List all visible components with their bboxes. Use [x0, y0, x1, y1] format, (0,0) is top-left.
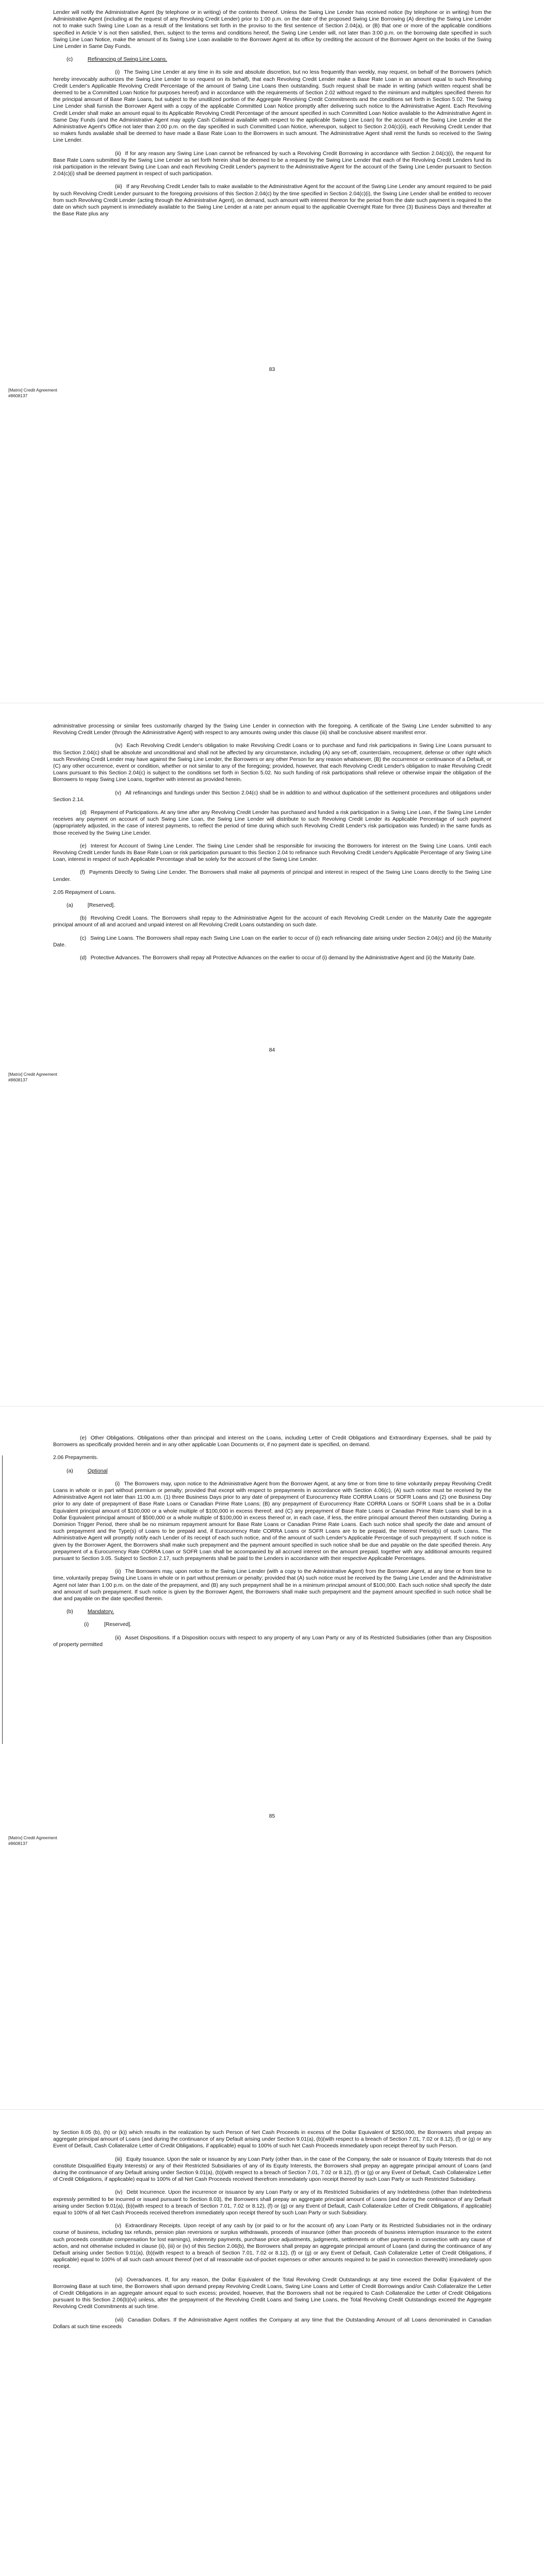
paragraph: [53, 1481, 491, 1562]
clause-label: (v): [115, 790, 122, 796]
paragraph: administrative processing or similar fees customarily charged by the Swing Line Lender in connection with the foregoing. A certificate of the Swing Line Lender submitted to any Revolving Credit Lender (through the Administrative Agent) with respect to any amounts owing under this clause (iii) shall be conclusive absent manifest error.: [53, 723, 491, 736]
section-heading: 2.05 Repayment of Loans.: [53, 889, 116, 895]
paragraph: [53, 1568, 491, 1602]
footer-doc-id: #8608137: [8, 393, 28, 398]
page-footer: [8, 1072, 57, 1082]
clause-label: (b): [80, 916, 87, 922]
clause-label: (v): [115, 2223, 122, 2229]
clause-text: All refinancings and fundings under this Section 2.04(c) shall be in addition to and without duplication of the settlement procedures and obligations under Section 2.14.: [53, 790, 491, 803]
section-label: (b): [67, 1609, 73, 1615]
clause-label: (vi): [115, 2277, 123, 2283]
clause-text: Interest for Account of Swing Line Lender. The Swing Line Lender shall be responsible for invoicing the Borrowers for interest on the Swing Line Loans. Until each Revolving Credit Lender funds its Base Rate Loan or risk participation pursuant to this Section 2.04 to refinance such Revolving Credit Lender's Applicable Percentage of any Swing Line Loan, interest in respect of such Applicable Percentage shall be solely for the account of the Swing Line Lender.: [53, 843, 491, 863]
page-84: [0, 703, 544, 1406]
clause-text: The Borrowers may, upon notice to the Swing Line Lender (with a copy to the Administrative Agent) from the Borrower Agent, at any time or from time to time, voluntarily prepay Swing Line Loans in whole or in part without premium or penalty; provided that (A) such notice must be received by the Swing Line Lender and the Administrative Agent not later than 1:00 p.m. on the date of the prepayment, and (B) any such prepayment shall be in a minimum principal amount of $100,000. Each such notice shall specify the date and amount of such prepayment. If such notice is given by the Borrower Agent, the Borrowers shall make such prepayment and the payment amount specified in such notice shall be due and payable on the date specified therein.: [53, 1569, 491, 1602]
section-title: [Reserved].: [104, 1622, 132, 1628]
paragraph: [53, 2189, 491, 2216]
clause-label: (iv): [115, 2190, 123, 2196]
footer-doc-id: #8608137: [8, 1840, 28, 1846]
page-83: [0, 0, 544, 703]
footer-title: [Matrix] Credit Agreement: [8, 1072, 57, 1077]
section-title: Refinancing of Swing Line Loans.: [87, 57, 168, 63]
section-heading: [53, 1621, 491, 1628]
clause-label: (i): [115, 1481, 120, 1487]
page-number: 84: [269, 1047, 275, 1053]
page-86: [0, 2110, 544, 2576]
clause-text: Protective Advances. The Borrowers shall repay all Protective Advances on the earlier to occur of (i) demand by the Administrative Agent and (ii) the Maturity Date.: [90, 955, 476, 961]
clause-text: Payments Directly to Swing Line Lender. The Borrowers shall make all payments of principal and interest in respect of the Swing Line Loans directly to the Swing Line Lender.: [53, 870, 491, 883]
section-label: (a): [67, 903, 73, 909]
paragraph: [53, 2277, 491, 2311]
clause-label: (e): [80, 843, 87, 849]
clause-text: The Borrowers may, upon notice to the Administrative Agent from the Borrower Agent, at any time or from time to time voluntarily prepay Revolving Credit Loans in whole or in part without premium or penalty; provided that except with respect to prepayments in accordance with Section 4.06(c), (A) such notice must be received by the Administrative Agent not later than 11:00 a.m. (1) three Business Days prior to any date of prepayment of Eurocurrency Rate CORRA Loans or SOFR Loans and (2) one Business Day prior to any date of prepayment of Base Rate Loans or Canadian Prime Rate Loans; (B) any prepayment of Eurocurrency Rate CORRA Loans or SOFR Loans shall be in a Dollar Equivalent principal amount of $100,000 or a whole multiple of $100,000 in excess thereof; and (C) any prepayment of Base Rate Loans or Canadian Prime Rate Loans shall be in a Dollar Equivalent principal amount of $500,000 or a whole multiple of $100,000 in excess thereof or, in each case, if less, the entire principal amount thereof then outstanding. During a Dominion Trigger Period, there shall be no minimum repayment amount for Base Rate Loans or Canadian Prime Rate Loans. Each such notice shall specify the date and amount of such prepayment and the Type(s) of Loans to be prepaid and, if Eurocurrency Rate CORRA Loans or SOFR Loans are to be prepaid, the Interest Period(s) of such Loans. The Administrative Agent will promptly notify each Lender of its receipt of each such notice, and of the amount of such Lender's Applicable Percentage of such prepayment. If such notice is given by the Borrower Agent, the Borrowers shall make such prepayment and the payment amount specified in such notice shall be due and payable on the date specified therein. Any prepayment of a Eurocurrency Rate CORRA Loan or SOFR Loan shall be accompanied by all accrued interest on the amount prepaid, together with any additional amounts required pursuant to Section 3.05. Subject to Section 2.17, such prepayments shall be paid to the Lenders in accordance with their respective Applicable Percentages.: [53, 1481, 491, 1562]
section-heading: [53, 56, 491, 63]
section-title: Mandatory.: [87, 1609, 114, 1615]
clause-text: Canadian Dollars. If the Administrative Agent notifies the Company at any time that the Outstanding Amount of all Loans denominated in Canadian Dollars at such time exceeds: [53, 2317, 491, 2330]
paragraph: [53, 2317, 491, 2330]
section-heading: [53, 902, 491, 909]
paragraph: [53, 1635, 491, 1648]
clause-label: (ii): [115, 150, 121, 157]
paragraph: Lender will notify the Administrative Agent (by telephone or in writing) of the contents thereof. Unless the Swing Line Lender has received notice (by telephone or in writing) from the Administrative Agent (including at the request of any Revolving Credit Lender) prior to 1:00 p.m. on the date of the proposed Swing Line Borrowing (A) directing the Swing Line Lender not to make such Swing Line Loan as a result of the limitations set forth in the proviso to the first sentence of Section 2.04(a), or (B) that one or more of the applicable conditions specified in Article V is not then satisfied, then, subject to the terms and conditions hereof, the Swing Line Lender will, not later than 3:00 p.m. on the borrowing date specified in such Swing Line Loan Notice, make the amount of its Swing Line Loan available to the Borrower Agent at its office by crediting the account of the Borrower Agent on the books of the Swing Line Lender in Same Day Funds.: [53, 10, 491, 50]
clause-text: If for any reason any Swing Line Loan cannot be refinanced by such a Revolving Credit Borrowing in accordance with Section 2.04(c)(i), the request for Base Rate Loans submitted by the Swing Line Lender as set forth herein shall be deemed to be a request by the Swing Line Lender that each of the Revolving Credit Lenders fund its risk participation in the relevant Swing Line Loan and each Revolving Credit Lender's payment to the Administrative Agent for the account of the Swing Line Lender pursuant to Section 2.04(c)(i) shall be deemed payment in respect of such participation.: [53, 150, 491, 177]
clause-text: Debt Incurrence. Upon the incurrence or issuance by any Loan Party or any of its Restricted Subsidiaries of any Indebtedness (other than Indebtedness expressly permitted to be incurred or issued pursuant to Section 8.03), the Borrowers shall prepay an aggregate principal amount of Loans (and during the continuance of any Default arising under Section 9.01(a), (b)(with respect to a breach of Section 7.01, 7.02 or 8.12), (f) or (g) or any Event of Default, Cash Collateralize Letter of Credit Obligations, if applicable) equal to 100% of all Net Cash Proceeds received therefrom immediately upon receipt thereof by such Loan Party or such Subsidiary.: [53, 2190, 491, 2216]
section-label: (i): [84, 1622, 89, 1628]
clause-text: Extraordinary Receipts. Upon receipt of any cash by (or paid to or for the account of) any Loan Party or its Restricted Subsidiaries not in the ordinary course of business, including tax refunds, pension plan reversions or surplus withdrawals, proceeds of insurance (other than proceeds of business interruption insurance to the extent such proceeds constitute compensation for lost earnings), indemnity payments, purchase price adjustments, judgments, settlements or other payments in connection with any cause of action, and not otherwise included in clause (ii), (iii) or (iv) of this Section 2.06(b), the Borrowers shall prepay an aggregate principal amount of Loans (and during the continuance of any Default arising under Section 9.01(a), (b)(with respect to a breach of Section 7.01, 7.02 or 8.12), (f) or (g) or any Event of Default, Cash Collateralize Letter of Credit Obligations, if applicable) equal to 100% of all such cash amount thereof (net of all reasonable out-of-pocket expenses or other amounts required to be paid in connection therewith) immediately upon receipt.: [53, 2223, 491, 2270]
paragraph: [53, 1435, 491, 1448]
clause-label: (ii): [115, 1635, 121, 1641]
section-label: (c): [67, 57, 73, 63]
clause-label: (d): [80, 810, 87, 816]
clause-label: (iv): [115, 743, 123, 749]
clause-text: Overadvances. If, for any reason, the Dollar Equivalent of the Total Revolving Credit Outstandings at any time exceed the Dollar Equivalent of the Borrowing Base at such time, the Borrowers shall upon demand prepay Revolving Credit Loans, Swing Line Loans and Letter of Credit Borrowings and/or Cash Collateralize the Letter of Credit Obligations in an aggregate amount equal to such excess; provided, however, that the Borrowers shall not be required to Cash Collateralize the Letter of Credit Obligations pursuant to this Section 2.06(b)(vi) unless, after the prepayment of the Revolving Credit Loans and Swing Line Loans, the Total Revolving Credit Outstandings exceed the Aggregate Revolving Credit Commitments at such time.: [53, 2277, 491, 2310]
clause-text: The Swing Line Lender at any time in its sole and absolute discretion, but no less frequently than weekly, may request, on behalf of the Borrowers (which hereby irrevocably authorizes the Swing Line Lender to so request on its behalf), that each Revolving Credit Lender make a Base Rate Loan in an amount equal to such Revolving Credit Lender's Applicable Revolving Credit Percentage of the amount of Swing Line Loans then outstanding. Such request shall be made in writing (which written request shall be deemed to be a Committed Loan Notice for purposes hereof) and in accordance with the requirements of Section 2.02 without regard to the minimum and multiples specified therein for the principal amount of Base Rate Loans, but subject to the unutilized portion of the Aggregate Revolving Credit Commitments and the conditions set forth in Section 5.02. The Swing Line Lender shall furnish the Borrower Agent with a copy of the applicable Committed Loan Notice promptly after delivering such notice to the Administrative Agent. Each Revolving Credit Lender shall make an amount equal to its Applicable Revolving Credit Percentage of the amount specified in such Committed Loan Notice available to the Administrative Agent in Same Day Funds (and the Administrative Agent may apply Cash Collateral available with respect to the applicable Swing Line Loan) for the account of the Swing Line Lender at the Administrative Agent's Office not later than 2:00 p.m. on the day specified in such Committed Loan Notice, whereupon, subject to Section 2.04(c)(ii), each Revolving Credit Lender that so makes funds available shall be deemed to have made a Base Rate Loan to the Borrowers in such amount. The Administrative Agent shall remit the funds so received to the Swing Line Lender.: [53, 70, 491, 144]
paragraph: [53, 2156, 491, 2183]
clause-label: (e): [80, 1435, 87, 1441]
clause-label: (vii): [115, 2317, 124, 2323]
clause-text: Repayment of Participations. At any time after any Revolving Credit Lender has purchased and funded a risk participation in a Swing Line Loan, if the Swing Line Lender receives any payment on account of such Swing Line Loan, the Swing Line Lender will distribute to such Revolving Credit Lender its Applicable Percentage of such payment (appropriately adjusted, in the case of interest payments, to reflect the period of time during which such Revolving Credit Lender's risk participation was funded) in the same funds as those received by the Swing Line Lender.: [53, 810, 491, 836]
paragraph: [53, 69, 491, 144]
section-heading: [53, 1468, 491, 1475]
section-heading: [53, 1608, 491, 1615]
paragraph: [53, 935, 491, 948]
paragraph: [53, 790, 491, 803]
section-title: Optional: [87, 1468, 108, 1474]
clause-text: Swing Line Loans. The Borrowers shall repay each Swing Line Loan on the earlier to occur of (i) each refinancing date arising under Section 2.04(c) and (ii) the Maturity Date.: [53, 935, 491, 948]
page-footer: [8, 1835, 57, 1846]
paragraph: [53, 150, 491, 178]
clause-text: If any Revolving Credit Lender fails to make available to the Administrative Agent for the account of the Swing Line Lender any amount required to be paid by such Revolving Credit Lender pursuant to the foregoing provisions of this Section 2.04(c) by the time specified in Section 2.04(c)(i), the Swing Line Lender shall be entitled to recover from such Revolving Credit Lender (acting through the Administrative Agent), on demand, such amount with interest thereon for the period from the date such payment is required to the date on which such payment is immediately available to the Swing Line Lender at a rate per annum equal to the applicable Overnight Rate for three (3) Business Days and thereafter at the Base Rate plus any: [53, 184, 491, 217]
section-title: [Reserved].: [87, 903, 116, 909]
clause-label: (f): [80, 870, 85, 876]
section-label: (a): [67, 1468, 73, 1474]
clause-label: (d): [80, 955, 87, 961]
revision-bar: [2, 1455, 3, 1744]
paragraph: [53, 2223, 491, 2270]
section-heading: 2.06 Prepayments.: [53, 1455, 98, 1461]
footer-doc-id: #8608137: [8, 1077, 28, 1082]
paragraph: by Section 8.05 (b), (h) or (k)) which results in the realization by such Person of Net Cash Proceeds in excess of the Dollar Equivalent of $250,000, the Borrowers shall prepay an aggregate principal amount of Loans (and during the continuance of any Default arising under Section 9.01(a), (b)(with respect to a breach of Section 7.01, 7.02 or 8.12), (f) or (g) or any Event of Default, Cash Collateralize Letter of Credit Obligations, if applicable) equal to 100% of such Net Cash Proceeds immediately upon receipt thereof by such Person.: [53, 2130, 491, 2149]
clause-label: (c): [80, 935, 87, 941]
clause-text: Revolving Credit Loans. The Borrowers shall repay to the Administrative Agent for the account of each Revolving Credit Lender on the Maturity Date the aggregate principal amount of all and accrued and unpaid interest on all Revolving Credit Loans outstanding on such date.: [53, 916, 491, 928]
clause-label: (iii): [115, 184, 122, 190]
page-85: [0, 1406, 544, 2110]
page-number: 85: [269, 1814, 275, 1819]
clause-label: (i): [115, 70, 120, 76]
footer-title: [Matrix] Credit Agreement: [8, 1835, 57, 1840]
paragraph: [53, 809, 491, 837]
paragraph: [53, 915, 491, 928]
page-number: 83: [269, 367, 275, 372]
clause-label: (iii): [115, 2156, 122, 2162]
paragraph: [53, 742, 491, 783]
clause-label: (ii): [115, 1569, 121, 1575]
footer-title: [Matrix] Credit Agreement: [8, 387, 57, 393]
page-footer: [8, 387, 57, 398]
clause-text: Asset Dispositions. If a Disposition occurs with respect to any property of any Loan Party or any of its Restricted Subsidiaries (other than any Disposition of property permitted: [53, 1635, 491, 1648]
paragraph: [53, 869, 491, 883]
paragraph: [53, 955, 491, 961]
clause-text: Equity Issuance. Upon the sale or issuance by any Loan Party (other than, in the case of the Company, the sale or issuance of Equity Interests that do not constitute Disqualified Equity Interests) or any of their Restricted Subsidiaries of any of its Equity Interests, the Borrowers shall prepay an aggregate principal amount of Loans (and during the continuance of any Default arising under Section 9.01(a), (b)(with respect to a breach of Section 7.01, 7.02 or 8.12), (f) or (g) or any Event of Default, Cash Collateralize Letter of Credit Obligations, if applicable) equal to 100% of all Net Cash Proceeds received therefrom immediately upon receipt thereof by such Loan Party or such Restricted Subsidiary.: [53, 2156, 491, 2183]
clause-text: Other Obligations. Obligations other than principal and interest on the Loans, including Letter of Credit Obligations and Extraordinary Expenses, shall be paid by Borrowers as specifically provided herein and in any other applicable Loan Documents or, if no payment date is specified, on demand.: [53, 1435, 491, 1448]
clause-text: Each Revolving Credit Lender's obligation to make Revolving Credit Loans or to purchase and fund risk participations in Swing Line Loans pursuant to this Section 2.04(c) shall be absolute and unconditional and shall not be affected by any circumstance, including (A) any set-off, counterclaim, recoupment, defense or other right which such Revolving Credit Lender may have against the Swing Line Lender, the Borrowers or any other Person for any reason whatsoever, (B) the occurrence or continuance of a Default, or (C) any other occurrence, event or condition, whether or not similar to any of the foregoing; provided, however, that each Revolving Credit Lender's obligation to make Revolving Credit Loans pursuant to this Section 2.04(c) is subject to the conditions set forth in Section 5.02. No such funding of risk participations shall relieve or otherwise impair the obligation of the Borrowers to repay Swing Line Loans, together with interest as provided herein.: [53, 743, 491, 783]
paragraph: [53, 183, 491, 217]
paragraph: [53, 843, 491, 863]
